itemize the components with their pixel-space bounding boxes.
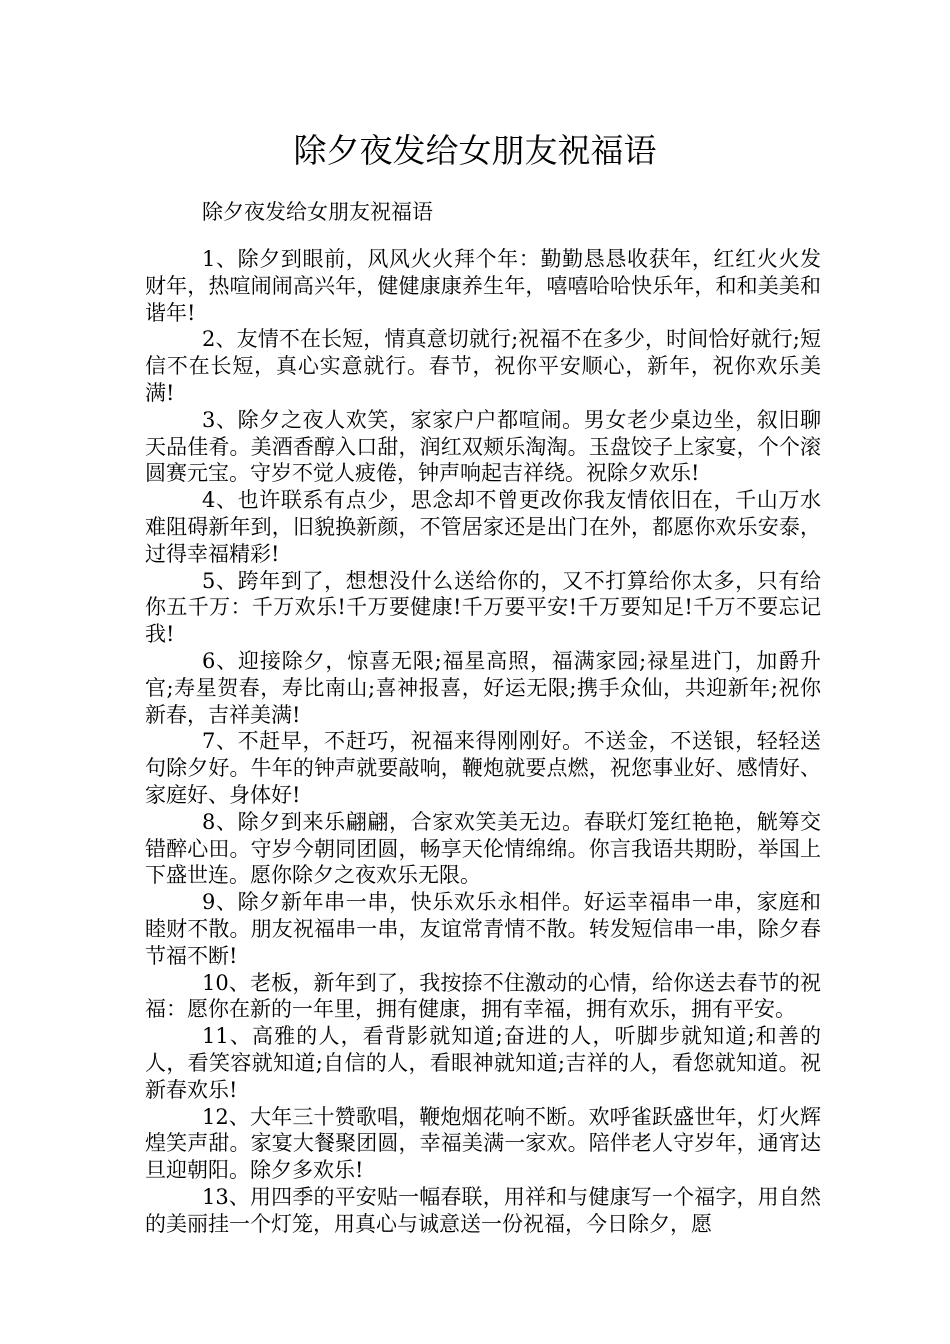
paragraph-13: 13、用四季的平安贴一幅春联，用祥和与健康写一个福字，用自然的美丽挂一个灯笼，用真心与诚意送一份祝福，今日除夕，愿 [145, 1184, 821, 1236]
paragraph-9: 9、除夕新年串一串，快乐欢乐永相伴。好运幸福串一串，家庭和睦财不散。朋友祝福串一串，友谊常青情不散。转发短信串一串，除夕春节福不断! [145, 890, 821, 968]
paragraph-2: 2、友情不在长短，情真意切就行;祝福不在多少，时间恰好就行;短信不在长短，真心实意就行。春节，祝你平安顺心，新年，祝你欢乐美满! [145, 327, 821, 405]
document-subtitle: 除夕夜发给女朋友祝福语 [202, 200, 433, 224]
paragraph-7: 7、不赶早，不赶巧，祝福来得刚刚好。不送金，不送银，轻轻送句除夕好。牛年的钟声就要敲响，鞭炮就要点燃，祝您事业好、感情好、家庭好、身体好! [145, 729, 821, 807]
document-body [145, 246, 821, 1237]
paragraph-12: 12、大年三十赞歌唱，鞭炮烟花响不断。欢呼雀跃盛世年，灯火辉煌笑声甜。家宴大餐聚团圆，幸福美满一家欢。陪伴老人守岁年，通宵达旦迎朝阳。除夕多欢乐! [145, 1104, 821, 1183]
paragraph-1: 1、除夕到眼前，风风火火拜个年：勤勤恳恳收获年，红红火火发财年，热喧闹闹高兴年，健健康康养生年，嘻嘻哈哈快乐年，和和美美和谐年! [145, 247, 821, 325]
paragraph-5: 5、跨年到了，想想没什么送给你的，又不打算给你太多，只有给你五千万：千万欢乐!千万要健康!千万要平安!千万要知足!千万不要忘记我! [145, 568, 821, 647]
document-title: 除夕夜发给女朋友祝福语 [293, 131, 657, 170]
paragraph-6: 6、迎接除夕，惊喜无限;福星高照，福满家园;禄星进门，加爵升官;寿星贺春，寿比南山;喜神报喜，好运无限;携手众仙，共迎新年;祝你新春，吉祥美满! [145, 648, 821, 727]
paragraph-4: 4、也许联系有点少，思念却不曾更改你我友情依旧在，千山万水难阻碍新年到，旧貌换新颜，不管居家还是出门在外，都愿你欢乐安泰，过得幸福精彩! [145, 488, 821, 566]
paragraph-3: 3、除夕之夜人欢笑，家家户户都喧闹。男女老少桌边坐，叙旧聊天品佳肴。美酒香醇入口甜，润红双颊乐淘淘。玉盘饺子上家宴，个个滚圆赛元宝。守岁不觉人疲倦，钟声响起吉祥绕。祝除夕欢乐! [145, 407, 821, 486]
paragraph-11: 11、高雅的人，看背影就知道;奋进的人，听脚步就知道;和善的人，看笑容就知道;自信的人，看眼神就知道;吉祥的人，看您就知道。祝新春欢乐! [145, 1024, 821, 1102]
paragraph-10: 10、老板，新年到了，我按捺不住激动的心情，给你送去春节的祝福：愿你在新的一年里，拥有健康，拥有幸福，拥有欢乐，拥有平安。 [145, 970, 821, 1022]
paragraph-8: 8、除夕到来乐翩翩，合家欢笑美无边。春联灯笼红艳艳，觥筹交错醉心田。守岁今朝同团圆，畅享天伦情绵绵。你言我语共期盼，举国上下盛世连。愿你除夕之夜欢乐无限。 [145, 809, 821, 888]
